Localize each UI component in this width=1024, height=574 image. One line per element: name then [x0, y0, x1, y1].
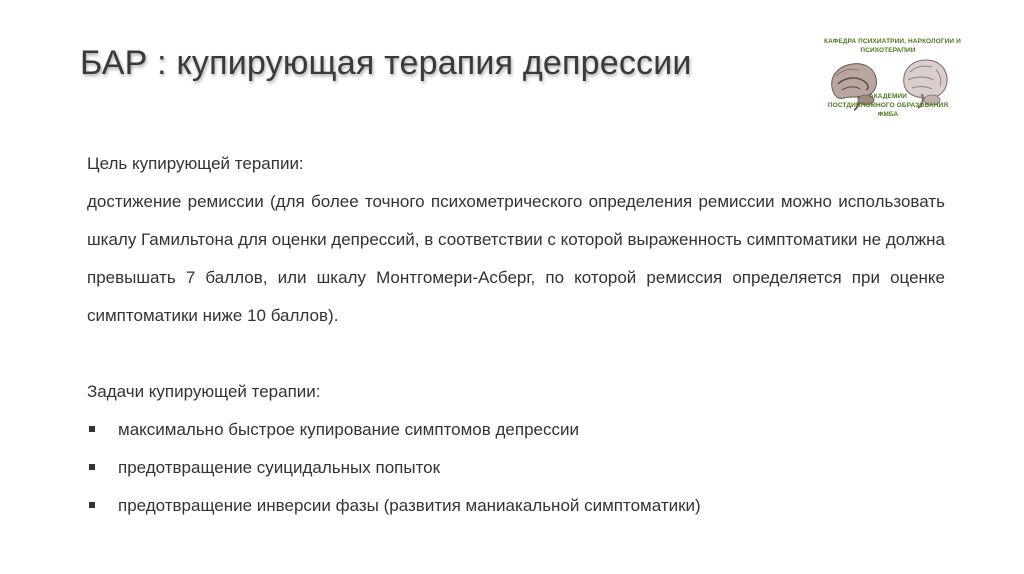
- task-item: [87, 411, 945, 449]
- logo-text-line-2: ПСИХОТЕРАПИИ: [860, 47, 916, 54]
- logo-text-line-3: АКАДЕМИИ: [868, 93, 908, 100]
- square-bullet-icon: [89, 502, 95, 508]
- logo-text-line-5: ФМБА: [877, 111, 899, 118]
- slide-body: [87, 145, 945, 525]
- department-logo: [824, 36, 961, 130]
- logo-text-line-4: ПОСТДИПЛОМНОГО ОБРАЗОВАНИЯ: [827, 102, 949, 109]
- goal-text: достижение ремиссии (для более точного психометрического определения ремиссии можно использовать шкалу Гамильтона для оценки депрессий, в соответствии с которой выраженность симптоматики не должна превышать 7 баллов, или шкалу Монтгомери-Асберг, по которой ремиссия определяется при оценке симптоматики ниже 10 баллов).: [87, 192, 945, 325]
- square-bullet-icon: [89, 426, 95, 432]
- slide-title: БАР : купирующая терапия депрессии: [80, 44, 692, 82]
- logo-text-line-1: КАФЕДРА ПСИХИАТРИИ, НАРКОЛОГИИ И: [824, 38, 961, 45]
- task-text: предотвращение суицидальных попыток: [118, 458, 441, 477]
- task-item: [87, 449, 945, 487]
- task-text: максимально быстрое купирование симптомов депрессии: [118, 420, 579, 439]
- goal-heading: Цель купирующей терапии:: [87, 154, 304, 173]
- task-item: [87, 487, 945, 525]
- paragraph-gap: [87, 335, 945, 373]
- tasks-heading: Задачи купирующей терапии:: [87, 382, 321, 401]
- square-bullet-icon: [89, 464, 95, 470]
- tasks-list: [87, 411, 945, 525]
- task-text: предотвращение инверсии фазы (развития маниакальной симптоматики): [118, 496, 701, 515]
